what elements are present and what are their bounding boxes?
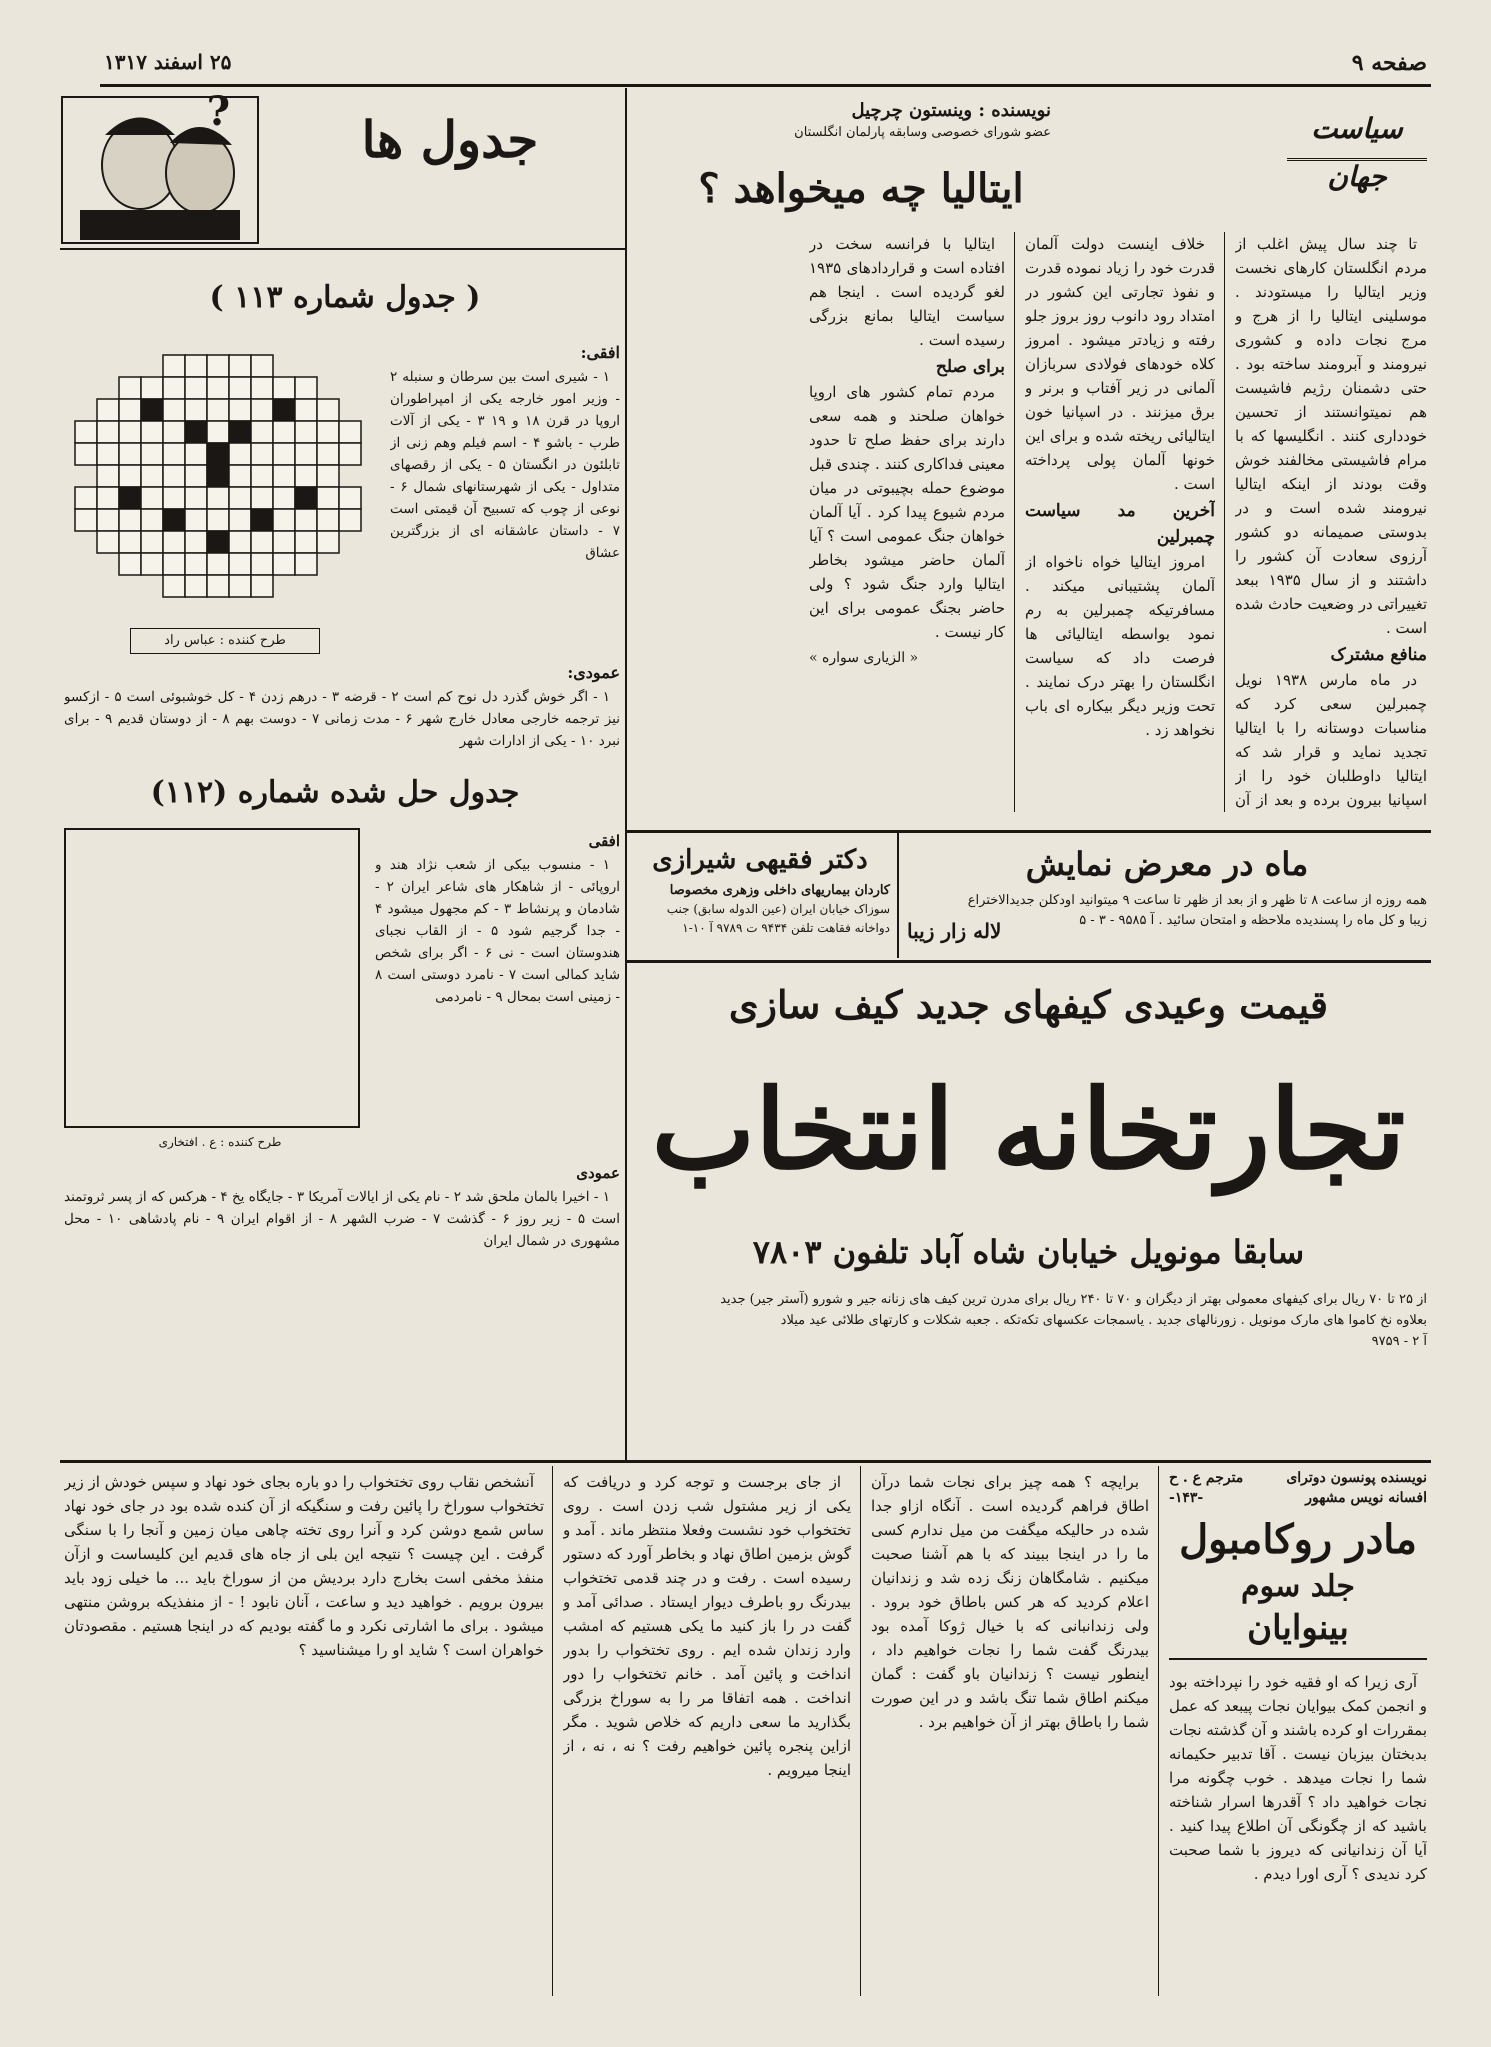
crossword-cell[interactable] [229,355,251,377]
crossword-cell[interactable] [163,399,185,421]
section-label-box [1287,105,1427,193]
novel-col2-text: برایچه ؟ همه چیز برای نجات شما درآن اطاق فراهم گردیده است . آنگاه ازاو جدا شده در حالیکه میگفت من میل ندارم کسی ما را در اینجا ببیند که با هم آشنا صحبت میکنیم . شامگاهان زنگ زده شد و زندانیان اعلام کردید که هر کس باطاق خود برود . ولی زندانبانی که با خیال ژوکا آمده بود بیدرنگ گفت شما را نجات خواهیم داد ، اینطور نیست ؟ زندانیان باو گفت : گمان میکنم اطاق شما تنگ باشد و در این صورت شما را باطاق بهتر از آن خواهیم برد . [871,1473,1149,1731]
ad-row-bottom-rule [625,960,1431,963]
down-label: عمودی: [567,663,620,682]
crossword-cell[interactable] [163,531,185,553]
crossword-cell[interactable] [207,355,229,377]
crossword-block-cell [185,421,207,443]
crossword-block-cell [273,399,295,421]
crossword-cell[interactable] [251,531,273,553]
crossword-cell[interactable] [317,421,339,443]
crossword-cell[interactable] [317,531,339,553]
issue-date: ۲۵ اسفند ۱۳۱۷ [104,50,232,74]
crossword-cell[interactable] [229,531,251,553]
column-divider-main [625,88,627,1463]
novel-col2 [871,1470,1149,1990]
crossword-cell[interactable] [75,421,97,443]
crossword-cell[interactable] [185,399,207,421]
solved-title: جدول حل شده شماره (۱۱۲) [150,775,520,810]
crossword-cell[interactable] [295,443,317,465]
crossword-cell[interactable] [119,377,141,399]
crossword-block-cell [229,421,251,443]
crossword-cell[interactable] [273,421,295,443]
shop-name: تجارتخانه انتخاب [651,1065,1406,1194]
crossword-cell[interactable] [97,399,119,421]
crossword-cell[interactable] [295,377,317,399]
subhead-chamberlain: آخرین مد سیاست چمبرلین [1025,501,1215,547]
crossword-cell[interactable] [185,553,207,575]
crossword-cell[interactable] [251,377,273,399]
crossword-cell[interactable] [295,399,317,421]
crossword-cell[interactable] [119,553,141,575]
crossword-cell[interactable] [141,465,163,487]
crossword-designer: طرح کننده : عباس راد [130,628,320,654]
page-number: صفحه ۹ [1351,50,1427,76]
crossword-cell[interactable] [141,443,163,465]
subhead-common-interests: منافع مشترک [1330,645,1427,665]
crossword-cell[interactable] [273,509,295,531]
crossword-cell[interactable] [229,575,251,597]
crossword-cell[interactable] [317,399,339,421]
crossword-cell[interactable] [295,421,317,443]
article-col2-text: خلاف اینست دولت آلمان قدرت خود را زیاد نموده قدرت و نفوذ تجارتی این کشور در امتداد رود دانوب روز بروز جلو رفته و زیادتر میشود . امروز کلاه خودهای فولادی سربازان آلمانی در زیر آفتاب و برنر و برق میزنند . در اسپانیا خون ایتالیائی ریخته شده و برای این خونها آلمان پولی پرداخته است . [1025,235,1215,493]
crossword-cell[interactable] [229,465,251,487]
author-line: نویسنده : وینستون چرچیل [851,100,1051,121]
solved-across-label: افقی [588,832,620,850]
crossword-cell[interactable] [229,509,251,531]
crossword-block-cell [207,443,229,465]
solved-designer: طرح کننده : ع . افتخاری [158,1135,282,1149]
solved-grid [64,828,360,1128]
crossword-cell[interactable] [97,465,119,487]
crossword-cell[interactable] [295,553,317,575]
subhead-peace: برای صلح [935,357,1005,377]
down-text: ۱ - اگر خوش گذرد دل نوح کم است ۲ - قرضه ۳ - درهم زدن ۴ - کل خوشبوئی است ۵ - ازکسو نیز ترجمه خارجی معادل خارج شهر ۶ - مدت زمانی ۷ - دوست بهم ۸ - از دوستان قدیم ۹ - برای نبرد ۱۰ - یکی از ادارات شهر [64,689,620,749]
crossword-cell[interactable] [119,465,141,487]
crossword-cell[interactable] [163,421,185,443]
crossword-cell[interactable] [163,377,185,399]
doctor-title: کاردان بیماریهای داخلی وزهری مخصوصا [669,883,890,898]
crossword-cell[interactable] [251,399,273,421]
novel-col-rule [552,1466,553,1996]
crossword-block-cell [207,531,229,553]
crossword-cell[interactable] [251,553,273,575]
novel-header-rule [1169,1658,1427,1660]
crossword-cell[interactable] [97,531,119,553]
across-text: ۱ - شیری است بین سرطان و سنبله ۲ - وزیر امور خارجه یکی از امپراطوران اروپا در قرن ۱۸ و ۱۹ ۳ - یکی از آلات طرب - باشو ۴ - اسم فیلم وهم زنی از تابلئون در انگستان ۵ - یکی از رقصهای متداول - یکی از شهرستانهای شمال ۶ - نوعی از چوب که تسبیح آن قیمتی است ۷ - داستان عاشقانه ای از بزرگترین عشاق [390,369,620,561]
across-label: افقی: [580,343,620,362]
crossword-cell[interactable] [229,399,251,421]
crossword-cell[interactable] [163,465,185,487]
crossword-cell[interactable] [119,399,141,421]
crossword-cell[interactable] [251,443,273,465]
shop-detail1: از ۲۵ تا ۷۰ ریال برای کیفهای معمولی بهتر از دیگران و ۷۰ تا ۲۴۰ ریال برای مدرن ترین کیف های زنانه جیر و شورو (آستر جیر) جدید [720,1292,1427,1307]
novel-col-rule [1158,1466,1159,1996]
crossword-rule [60,248,625,250]
crossword-cell[interactable] [317,509,339,531]
article-column-3 [809,232,1005,812]
doctor-name: دکتر فقیهی شیرازی [652,845,868,875]
novel-col4-text: آنشخص نقاب روی تختخواب را دو باره بجای خود نهاد و سپس خودش از زیر تختخواب سوراخ را پائین رفت و سنگیکه از آن کنده شده بود در جای خود نهاد ساس شمع دوشن کرد و آنرا روی تخته چاهی میان زمین و آنجا را با سنگی گرفت . این چیست ؟ نتیجه این بلی از جاه های قدیم این کلیساست و ازآن منفذ مخفی است بخارج دارد بردیش من از سوراخ باید ... ما خیلی زود باید بیرون برویم . خواهید دید و ساعت ، آنان نابود ! - از منفذیکه بروشن منتهی میشود . برای ما اشارتی نکرد و ما گفته بودیم که در اینجا هستیم . مقصودتان خواهران است ؟ شاید او را میشناسید ؟ [64,1473,544,1659]
article-col3-text: ایتالیا با فرانسه سخت در افتاده است و قراردادهای ۱۹۳۵ لغو گردیده است . اینجا هم سیاست ایتالیا بمانع بزرگی رسیده است . [809,235,1005,349]
crossword-block-cell [141,399,163,421]
crossword-cell[interactable] [295,509,317,531]
novel-col3 [563,1470,851,1990]
crossword-cell[interactable] [339,443,361,465]
crossword-cell[interactable] [207,553,229,575]
article-column-1 [1235,232,1427,812]
crossword-cell[interactable] [295,531,317,553]
crossword-cell[interactable] [229,487,251,509]
crossword-cell[interactable] [163,553,185,575]
crossword-cell[interactable] [295,465,317,487]
crossword-cell[interactable] [141,421,163,443]
crossword-cell[interactable] [119,443,141,465]
ad-row-top-rule [625,830,1431,833]
crossword-cell[interactable] [75,443,97,465]
exhibition-title: ماه در معرض نمایش [1025,845,1309,883]
crossword-puzzle-title: ( جدول شماره ۱۱۳ ) [209,280,481,315]
crossword-cell[interactable] [273,531,295,553]
solved-across [375,828,620,1158]
solved-down [64,1160,620,1450]
crossword-cell[interactable] [207,575,229,597]
crossword-cell[interactable] [207,399,229,421]
crossword-cell[interactable] [185,355,207,377]
section-label: سیاست جهان [1311,112,1403,193]
crossword-block-cell [207,465,229,487]
crossword-cell[interactable] [163,355,185,377]
crossword-cell[interactable] [339,487,361,509]
shop-detail2: بعلاوه نخ کاموا های مارک مونویل . زورنالهای جدید . یاسمجات عکسهای تکه‌تکه . جعبه شکلات و کارتهای طلائی عید میلاد [780,1313,1427,1328]
crossword-cell[interactable] [141,487,163,509]
doctor-ad [630,845,890,955]
article-col1-text: تا چند سال پیش اغلب از مردم انگلستان کارهای نخست وزیر ایتالیا را میستودند . موسلینی ایتالیا را از هرج و مرج نجات داده و کشوری نیرومند و آبرومند ساخته بود . حتی دشمنان رژیم فاشیست هم نمیتوانستند از تحسین خودداری کنند . انگلیسها که با مرام فاشیستی مخالفند خوش وقت بودند از اینکه ایتالیا نیرومند شده است و در بدوستی صمیمانه دو کشور آرزوی سعادت آن کشور را داشتند و از سال ۱۹۳۵ ببعد تغییراتی در وضعیت حادث شده است . [1235,235,1427,637]
crossword-cell[interactable] [119,421,141,443]
crossword-cell[interactable] [251,355,273,377]
crossword-block-cell [251,509,273,531]
novel-col1-text: آری زیرا که او فقیه خود را نپرداخته بود و انجمن کمک بیوایان نجات پیبعد که عمل بمقررات او کرده باشند و آن گذشته نجات بدبختان بیزبان نیست . آقا تدبیر حکیمانه شما را نجات میدهد . خوب چگونه مرا نجات خواهید داد ؟ آقدرها اسرار شناخته باشید که از چگونگی آن اطلاع پیدا کنید . آیا آن زندانیانی که دیروز با شما صحبت کرد ندیدی ؟ آری اورا دیدم . [1169,1673,1427,1883]
col-rule [1224,232,1225,812]
crossword-block-cell [295,487,317,509]
crossword-cell[interactable] [97,421,119,443]
novel-col1 [1169,1670,1427,1920]
solved-down-label: عمودی [576,1164,620,1182]
novel-credit-row [1169,1470,1427,1486]
novel-header-column [1169,1470,1427,1990]
exhibition-brand: لاله زار زیبا [907,919,1002,943]
crossword-cell[interactable] [273,443,295,465]
shop-ad [630,975,1427,1450]
exhibition-line2: زیبا و کل ماه را پسندیده ملاحظه و امتحان سائید . آ ۹۵۸۵ - ۳ - ۵ [1079,913,1427,928]
crossword-cell[interactable] [75,509,97,531]
crossword-cell[interactable] [251,575,273,597]
crossword-across-clues [390,340,620,658]
author-block [711,100,1051,140]
crossword-cell[interactable] [251,487,273,509]
crossword-cell[interactable] [185,377,207,399]
crossword-section-title: جدول ها [361,110,539,169]
crossword-cell[interactable] [185,509,207,531]
article-signature: « الزیاری سواره » [809,650,919,666]
exhibition-line1: همه روزه از ساعت ۸ تا ظهر و از بعد از ظهر تا ساعت ۹ میتوانید اودکلن جدیدالاختراع [967,893,1427,908]
exhibition-ad [907,845,1427,955]
crossword-cell[interactable] [185,531,207,553]
crossword-cell[interactable] [207,509,229,531]
svg-text:?: ? [206,95,230,135]
crossword-cell[interactable] [141,553,163,575]
crossword-cell[interactable] [317,465,339,487]
masthead-rule [100,84,1431,87]
crossword-cell[interactable] [97,509,119,531]
crossword-cell[interactable] [251,465,273,487]
shop-tagline: قیمت وعیدی کیفهای جدید کیف سازی [728,982,1329,1027]
ad-divider [897,832,899,958]
article-col3-text-b: مردم تمام کشور های اروپا خواهان صلحند و همه سعی دارند برای حفظ صلح تا حدود معینی فداکاری کنند . چندی قبل موضوع حمله بچیبوتی در میان مردم شیوع پیدا کرد . آیا آلمان خواهان جنگ عمومی است ؟ آیا آلمان حاضر میشود بخاطر ایتالیا وارد جنگ شود ؟ ولی حاضر بجنگ عمومی برای این کار نیست . [809,383,1005,641]
novel-top-rule [60,1460,1431,1463]
article-column-2 [1025,232,1215,812]
crossword-cell[interactable] [119,509,141,531]
article-col2-text-b: امروز ایتالیا خواه ناخواه از آلمان پشتیبانی میکند . مسافرتیکه چمبرلین به رم نمود بواسطه ایتالیائی ها فرصت داد که سیاست انگلستان را بهتر درک نمایند . تحت وزیر دیگر بیکاره ای باب نخواهد زد . [1025,553,1215,739]
doctor-address: سوزاک خیابان ایران (عین الدوله سابق) جنب [666,902,890,916]
crossword-cell[interactable] [339,509,361,531]
novel-title: مادر روکامبول [1179,1516,1417,1563]
crossword-cell[interactable] [207,421,229,443]
crossword-cell[interactable] [273,553,295,575]
crossword-cell[interactable] [163,487,185,509]
crossword-cell[interactable] [163,443,185,465]
author-title: عضو شورای خصوصی وسابقه پارلمان انگلستان [794,125,1051,140]
shop-code: آ ۲ - ۹۷۵۹ [1371,1334,1427,1349]
solved-across-text: ۱ - منسوب بیکی از شعب نژاد هند و اروپائی - از شاهکار های شاعر ایران ۲ - شادمان و پرنشاط ۳ - کم مجهول میشود ۴ - جدا گرجیم شود ۵ - از القاب نجبای هندوستان است - نی ۶ - اگر برای شخص شاید کمالی است ۷ - نامرد دوستی است ۸ - زمینی است بمحال ۹ - نامردمی [375,857,620,1005]
novel-episode: -۱۴۳- [1169,1490,1204,1506]
crossword-cell[interactable] [207,377,229,399]
crossword-cell[interactable] [163,575,185,597]
crossword-grid[interactable] [60,335,380,625]
crossword-block-cell [163,509,185,531]
crossword-cell[interactable] [141,377,163,399]
novel-credit-row-2 [1169,1490,1427,1506]
crossword-cell[interactable] [141,531,163,553]
crossword-cell[interactable] [317,487,339,509]
novel-col-rule [860,1466,861,1996]
novel-author: نویسنده پونسون دوترای [1286,1470,1427,1486]
crossword-cell[interactable] [273,377,295,399]
crossword-cell[interactable] [273,487,295,509]
solved-down-text: ۱ - اخیرا بالمان ملحق شد ۲ - نام یکی از ایالات آمریکا ۳ - جایگاه یخ ۴ - هرکس که از پسر ثروتمند است ۵ - زیر روز ۶ - گذشت ۷ - ضرب الشهر ۸ - از اقوام ایران ۹ - نام پادشاهی ۱۰ - محل مشهوری در شمال ایران [64,1189,620,1249]
crossword-cell[interactable] [185,487,207,509]
crossword-cell[interactable] [119,531,141,553]
crossword-cell[interactable] [141,509,163,531]
crossword-cell[interactable] [97,487,119,509]
article-title: ایتالیا چه میخواهد ؟ [698,165,1024,212]
crossword-cell[interactable] [185,465,207,487]
crossword-cell[interactable] [317,443,339,465]
novel-col4 [64,1470,544,1990]
crossword-cell[interactable] [185,443,207,465]
crossword-cell[interactable] [229,377,251,399]
novel-subtitle: بینوایان [1247,1608,1349,1648]
crossword-down-clues [64,660,620,765]
novel-volume: جلد سوم [1241,1569,1355,1604]
crossword-cell[interactable] [229,443,251,465]
crossword-cell[interactable] [185,575,207,597]
crossword-cell[interactable] [75,487,97,509]
novel-translator: مترجم ع . ح [1169,1470,1244,1486]
crossword-cell[interactable] [97,443,119,465]
doctor-phone: دواخانه فقاهت تلفن ۹۴۳۴ ت ۹۷۸۹ آ ۱۰-۱ [682,921,890,935]
novel-author-title: افسانه نویس مشهور [1305,1490,1427,1506]
crossword-cell[interactable] [207,487,229,509]
crossword-cell[interactable] [273,465,295,487]
article-col1-text-b: در ماه مارس ۱۹۳۸ نویل چمبرلین سعی کرد که مناسبات دوستانه را با ایتالیا تجدید نماید و قرار شد که ایتالیا داوطلبان خود را از اسپانیا بیرون برده و بعد از آن [1235,671,1427,809]
crossword-cell[interactable] [229,553,251,575]
crossword-cell[interactable] [339,421,361,443]
crossword-block-cell [119,487,141,509]
crossword-illustration [60,95,260,245]
shop-address: سابقا مونویل خیابان شاه آباد تلفون ۷۸۰۳ [752,1233,1305,1271]
col-rule [1014,232,1015,812]
crossword-cell[interactable] [251,421,273,443]
novel-col3-text: از جای برجست و توجه کرد و دریافت که یکی از زیر مشتول شب زدن است . روی تختخواب خود نشست وفعلا منتظر ماند . آمد و گوش بزمین اطاق نهاد و بخاطر آورد که دستور رسیده است . رفت و در چند قدمی تختخواب بیدرنگ رو باطرف دیوار ایستاد . صدائی آمد و گفت در را باز کنید ما یکی هستیم که امشب وارد زندان شده ایم . روی تختخواب را بدور انداخت و پائین آمد . خانم تختخواب را دور انداخت . همه اتفاقا مر را به سوراخ بزرگی بگذارید ما سعی داریم که خلاص شوید . مگر ازاین پنجره پائین خواهیم رفت ؟ نه ، نه ، از اینجا میرویم . [563,1473,851,1779]
